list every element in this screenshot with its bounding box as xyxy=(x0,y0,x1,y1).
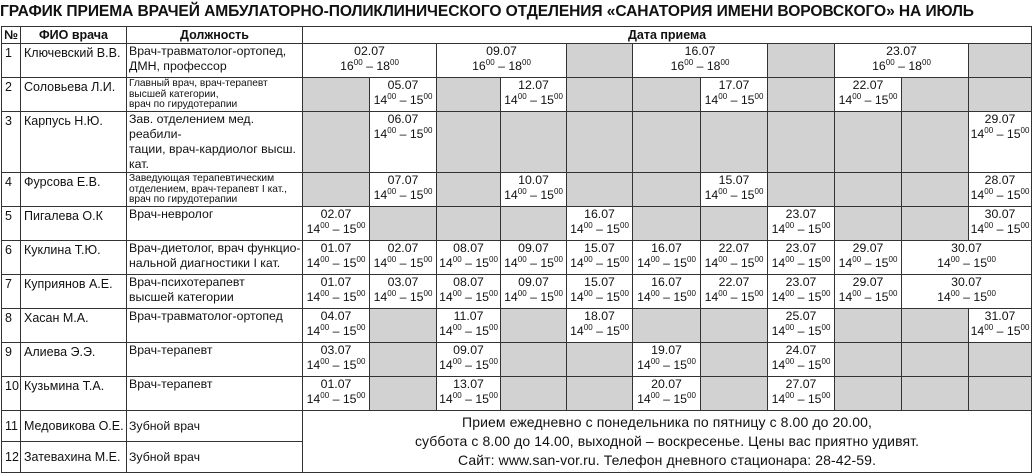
doctor-number: 6 xyxy=(2,241,21,275)
appointment-cell xyxy=(835,241,902,275)
table-row xyxy=(2,173,1032,207)
appointment-time: $14^{00} - 15^{00}$ xyxy=(704,289,764,304)
empty-date-cell xyxy=(701,309,768,343)
position-line: Врач-травматолог-ортопед, xyxy=(129,44,287,58)
appointment-date: 12.07 xyxy=(518,78,549,92)
appointment-time: $14^{00} - 15^{00}$ xyxy=(970,187,1030,202)
doctor-number: 10 xyxy=(2,377,21,411)
appointment-date: 30.07 xyxy=(984,207,1016,221)
table-row xyxy=(2,207,1032,241)
appointment-date: 29.07 xyxy=(852,275,884,289)
doctor-number: 2 xyxy=(2,78,21,112)
position-line: Зав. отделением мед. реабили- xyxy=(129,112,255,141)
empty-date-cell xyxy=(969,377,1032,411)
appointment-time: $14^{00} - 15^{00}$ xyxy=(439,357,498,372)
appointment-time: $14^{00} - 15^{00}$ xyxy=(306,221,366,236)
appointment-cell xyxy=(902,241,1032,275)
table-row xyxy=(2,377,1032,411)
appointment-time: $14^{00} - 15^{00}$ xyxy=(306,323,366,338)
appointment-cell xyxy=(567,275,633,309)
appointment-date: 04.07 xyxy=(320,309,352,323)
appointment-cell xyxy=(567,207,633,241)
position-line: Заведующая терапевтическим xyxy=(129,173,275,184)
appointment-date: 17.07 xyxy=(718,78,750,92)
doctor-number: 7 xyxy=(2,275,21,309)
appointment-cell xyxy=(437,241,501,275)
empty-date-cell xyxy=(701,343,768,377)
doctor-name: Медовикова О.Е. xyxy=(21,411,127,442)
appointment-cell xyxy=(501,275,567,309)
appointment-date: 15.07 xyxy=(718,173,750,187)
doctor-number: 3 xyxy=(2,112,21,173)
appointment-cell xyxy=(303,343,370,377)
appointment-cell xyxy=(902,275,1032,309)
doctor-name: Ключевский В.В. xyxy=(21,44,127,78)
header-num: № xyxy=(2,27,21,44)
appointment-cell xyxy=(768,207,835,241)
appointment-date: 10.07 xyxy=(518,173,549,187)
appointment-time: $14^{00} - 15^{00}$ xyxy=(504,187,563,202)
appointment-time: $14^{00} - 15^{00}$ xyxy=(771,357,831,372)
appointment-cell xyxy=(501,78,567,112)
empty-date-cell xyxy=(835,112,902,173)
empty-date-cell xyxy=(567,44,633,78)
appointment-cell xyxy=(303,377,370,411)
empty-date-cell xyxy=(567,173,633,207)
appointment-cell xyxy=(437,309,501,343)
position-line: врач по гирудотерапии xyxy=(129,99,238,110)
empty-date-cell xyxy=(835,173,902,207)
appointment-time: $16^{00} - 18^{00}$ xyxy=(340,58,399,73)
empty-date-cell xyxy=(902,173,969,207)
empty-date-cell xyxy=(370,207,437,241)
appointment-date: 09.07 xyxy=(453,343,484,357)
appointment-date: 03.07 xyxy=(387,275,419,289)
appointment-date: 19.07 xyxy=(651,343,682,357)
appointment-cell xyxy=(633,377,701,411)
empty-date-cell xyxy=(902,343,969,377)
appointment-time: $14^{00} - 15^{00}$ xyxy=(970,221,1030,236)
appointment-cell xyxy=(835,44,969,78)
empty-date-cell xyxy=(633,309,701,343)
empty-date-cell xyxy=(768,44,835,78)
table-row xyxy=(2,78,1032,112)
appointment-time: $16^{00} - 18^{00}$ xyxy=(872,58,931,73)
appointment-date: 08.07 xyxy=(453,241,484,255)
appointment-date: 23.07 xyxy=(785,207,817,221)
empty-date-cell xyxy=(437,78,501,112)
doctor-position xyxy=(127,309,303,343)
appointment-date: 25.07 xyxy=(785,309,817,323)
empty-date-cell xyxy=(567,343,633,377)
appointment-date: 16.07 xyxy=(584,207,615,221)
appointment-cell xyxy=(303,207,370,241)
table-row xyxy=(2,309,1032,343)
empty-date-cell xyxy=(567,78,633,112)
appointment-time: $14^{00} - 15^{00}$ xyxy=(637,391,696,406)
appointment-cell xyxy=(633,275,701,309)
doctor-position xyxy=(127,275,303,309)
appointment-time: $14^{00} - 15^{00}$ xyxy=(570,289,629,304)
position-line: Врач-невролог xyxy=(129,207,214,221)
empty-date-cell xyxy=(437,112,501,173)
doctor-number: 4 xyxy=(2,173,21,207)
appointment-date: 08.07 xyxy=(453,275,484,289)
appointment-cell xyxy=(501,241,567,275)
appointment-date: 16.07 xyxy=(651,241,682,255)
appointment-time: $14^{00} - 15^{00}$ xyxy=(439,255,498,270)
empty-date-cell xyxy=(303,78,370,112)
appointment-time: $14^{00} - 15^{00}$ xyxy=(439,323,498,338)
appointment-cell xyxy=(701,275,768,309)
empty-date-cell xyxy=(701,112,768,173)
doctor-position xyxy=(127,112,303,173)
position-line: тации, врач-кардиолог высш. кат. xyxy=(129,142,296,171)
position-line: врач по гирудотерапии xyxy=(129,194,238,205)
appointment-time: $14^{00} - 15^{00}$ xyxy=(771,255,831,270)
appointment-time: $14^{00} - 15^{00}$ xyxy=(704,92,764,107)
empty-date-cell xyxy=(902,309,969,343)
appointment-cell xyxy=(768,309,835,343)
empty-date-cell xyxy=(768,112,835,173)
doctor-position: Зубной врач xyxy=(127,411,303,442)
empty-date-cell xyxy=(501,309,567,343)
table-row xyxy=(2,241,1032,275)
appointment-date: 22.07 xyxy=(718,275,750,289)
doctor-name: Куклина Т.Ю. xyxy=(21,241,127,275)
empty-date-cell xyxy=(902,78,969,112)
appointment-date: 02.07 xyxy=(320,207,352,221)
appointment-time: $14^{00} - 15^{00}$ xyxy=(637,255,696,270)
appointment-time: $14^{00} - 15^{00}$ xyxy=(704,255,764,270)
appointment-cell xyxy=(567,241,633,275)
note-line2: суббота с 8.00 до 14.00, выходной – воскресенье. Цены вас приятно удивят. xyxy=(414,433,920,449)
appointment-cell xyxy=(768,275,835,309)
appointment-time: $14^{00} - 15^{00}$ xyxy=(373,187,433,202)
appointment-cell xyxy=(303,275,370,309)
appointment-cell xyxy=(969,173,1032,207)
doctor-name: Хасан М.А. xyxy=(21,309,127,343)
doctor-number: 9 xyxy=(2,343,21,377)
appointment-time: $14^{00} - 15^{00}$ xyxy=(373,92,433,107)
doctor-name: Затевахина М.Е. xyxy=(21,442,127,473)
empty-date-cell xyxy=(701,377,768,411)
position-line: Врач-травматолог-ортопед xyxy=(129,309,283,323)
appointment-cell xyxy=(969,207,1032,241)
appointment-time: $14^{00} - 15^{00}$ xyxy=(439,391,498,406)
doctor-name: Пигалева О.К xyxy=(21,207,127,241)
empty-date-cell xyxy=(835,343,902,377)
appointment-date: 09.07 xyxy=(518,241,549,255)
appointment-cell xyxy=(303,309,370,343)
appointment-time: $14^{00} - 15^{00}$ xyxy=(771,391,831,406)
appointment-time: $14^{00} - 15^{00}$ xyxy=(306,391,366,406)
empty-date-cell xyxy=(768,173,835,207)
empty-date-cell xyxy=(633,112,701,173)
appointment-time: $14^{00} - 15^{00}$ xyxy=(970,126,1030,141)
appointment-date: 16.07 xyxy=(684,44,716,58)
appointment-date: 23.07 xyxy=(785,241,817,255)
appointment-cell xyxy=(370,241,437,275)
doctor-position xyxy=(127,343,303,377)
doctor-position xyxy=(127,44,303,78)
appointment-date: 01.07 xyxy=(320,377,352,391)
empty-date-cell xyxy=(633,78,701,112)
empty-date-cell xyxy=(768,78,835,112)
empty-date-cell xyxy=(370,309,437,343)
appointment-time: $14^{00} - 15^{00}$ xyxy=(637,289,696,304)
appointment-cell xyxy=(501,173,567,207)
appointment-time: $14^{00} - 15^{00}$ xyxy=(570,323,629,338)
appointment-cell xyxy=(370,275,437,309)
appointment-time: $14^{00} - 15^{00}$ xyxy=(970,323,1030,338)
appointment-cell xyxy=(835,78,902,112)
header-position: Должность xyxy=(127,27,303,44)
doctor-name: Фурсова Е.В. xyxy=(21,173,127,207)
table-row xyxy=(2,275,1032,309)
appointment-date: 22.07 xyxy=(852,78,884,92)
empty-date-cell xyxy=(969,78,1032,112)
appointment-time: $14^{00} - 15^{00}$ xyxy=(838,289,898,304)
appointment-time: $14^{00} - 15^{00}$ xyxy=(637,357,696,372)
empty-date-cell xyxy=(370,343,437,377)
appointment-date: 23.07 xyxy=(886,44,917,58)
empty-date-cell xyxy=(501,377,567,411)
doctor-number: 8 xyxy=(2,309,21,343)
appointment-time: $14^{00} - 15^{00}$ xyxy=(504,255,563,270)
appointment-time: $14^{00} - 15^{00}$ xyxy=(771,289,831,304)
appointment-time: $14^{00} - 15^{00}$ xyxy=(306,357,366,372)
appointment-time: $14^{00} - 15^{00}$ xyxy=(838,255,898,270)
table-row xyxy=(2,343,1032,377)
appointment-time: $14^{00} - 15^{00}$ xyxy=(306,289,366,304)
appointment-date: 02.07 xyxy=(387,241,419,255)
table-row xyxy=(2,112,1032,173)
empty-date-cell xyxy=(501,112,567,173)
appointment-cell xyxy=(633,343,701,377)
doctor-position xyxy=(127,377,303,411)
appointment-date: 24.07 xyxy=(785,343,817,357)
empty-date-cell xyxy=(437,173,501,207)
appointment-date: 11.07 xyxy=(453,309,484,323)
position-line: высшей категории xyxy=(129,290,234,304)
doctor-number: 5 xyxy=(2,207,21,241)
empty-date-cell xyxy=(633,207,701,241)
empty-date-cell xyxy=(835,207,902,241)
empty-date-cell xyxy=(501,343,567,377)
empty-date-cell xyxy=(567,112,633,173)
empty-date-cell xyxy=(633,173,701,207)
empty-date-cell xyxy=(969,343,1032,377)
appointment-date: 16.07 xyxy=(651,275,682,289)
appointment-date: 01.07 xyxy=(320,275,352,289)
empty-date-cell xyxy=(835,309,902,343)
doctor-number: 1 xyxy=(2,44,21,78)
appointment-date: 31.07 xyxy=(984,309,1016,323)
doctor-name: Алиева Э.Э. xyxy=(21,343,127,377)
appointment-time: $16^{00} - 18^{00}$ xyxy=(472,58,531,73)
position-line: Врач-терапевт xyxy=(129,343,213,357)
doctor-number: 11 xyxy=(2,411,21,442)
empty-date-cell xyxy=(437,207,501,241)
appointment-cell xyxy=(633,44,768,78)
appointment-date: 27.07 xyxy=(785,377,817,391)
appointment-cell xyxy=(969,309,1032,343)
appointment-time: $14^{00} - 15^{00}$ xyxy=(373,255,433,270)
appointment-cell xyxy=(701,241,768,275)
appointment-time: $14^{00} - 15^{00}$ xyxy=(937,255,996,270)
position-line: отделением, врач-терапевт I кат., xyxy=(129,183,287,195)
appointment-date: 09.07 xyxy=(486,44,517,58)
doctor-name: Куприянов А.Е. xyxy=(21,275,127,309)
appointment-cell xyxy=(835,275,902,309)
appointment-date: 28.07 xyxy=(984,173,1016,187)
header-name: ФИО врача xyxy=(21,27,127,44)
empty-date-cell xyxy=(567,377,633,411)
appointment-time: $16^{00} - 18^{00}$ xyxy=(670,58,730,73)
appointment-time: $14^{00} - 15^{00}$ xyxy=(771,221,831,236)
empty-date-cell xyxy=(902,377,969,411)
appointment-cell xyxy=(969,112,1032,173)
doctor-number: 12 xyxy=(2,442,21,473)
appointment-cell xyxy=(437,44,567,78)
appointment-cell xyxy=(437,343,501,377)
appointment-cell xyxy=(701,78,768,112)
appointment-cell xyxy=(370,173,437,207)
empty-date-cell xyxy=(835,377,902,411)
appointment-time: $14^{00} - 15^{00}$ xyxy=(771,323,831,338)
doctor-name: Карпусь Н.Ю. xyxy=(21,112,127,173)
position-line: Врач-психотерапевт xyxy=(129,275,245,289)
position-line: ДМН, профессор xyxy=(129,59,227,73)
position-line: нальной диагностики I кат. xyxy=(129,256,281,270)
appointment-time: $14^{00} - 15^{00}$ xyxy=(570,221,629,236)
appointment-date: 06.07 xyxy=(387,112,419,126)
appointment-cell xyxy=(303,241,370,275)
appointment-cell xyxy=(303,44,437,78)
empty-date-cell xyxy=(902,112,969,173)
empty-date-cell xyxy=(902,207,969,241)
doctor-name: Кузьмина Т.А. xyxy=(21,377,127,411)
schedule-title: ГРАФИК ПРИЕМА ВРАЧЕЙ АМБУЛАТОРНО-ПОЛИКЛИНИЧЕСКОГО ОТДЕЛЕНИЯ «САНАТОРИЯ ИМЕНИ ВОРОВСКОГО» НА ИЮЛЬ xyxy=(0,3,974,20)
appointment-date: 30.07 xyxy=(951,241,982,255)
appointment-date: 07.07 xyxy=(387,173,419,187)
appointment-time: $14^{00} - 15^{00}$ xyxy=(306,255,366,270)
appointment-time: $14^{00} - 15^{00}$ xyxy=(504,92,563,107)
appointment-date: 01.07 xyxy=(320,241,352,255)
appointment-cell xyxy=(633,241,701,275)
position-line: Врач-диетолог, врач функцио- xyxy=(129,241,301,255)
appointment-cell xyxy=(768,377,835,411)
appointment-date: 09.07 xyxy=(518,275,549,289)
table-row xyxy=(2,44,1032,78)
appointment-date: 15.07 xyxy=(584,275,615,289)
appointment-cell xyxy=(768,241,835,275)
appointment-date: 03.07 xyxy=(320,343,352,357)
empty-date-cell xyxy=(701,207,768,241)
appointment-time: $14^{00} - 15^{00}$ xyxy=(937,289,996,304)
appointment-date: 29.07 xyxy=(852,241,884,255)
appointment-cell xyxy=(437,377,501,411)
appointment-time: $14^{00} - 15^{00}$ xyxy=(838,92,898,107)
appointment-date: 29.07 xyxy=(984,112,1016,126)
doctor-name: Соловьева Л.И. xyxy=(21,78,127,112)
appointment-cell xyxy=(701,173,768,207)
appointment-time: $14^{00} - 15^{00}$ xyxy=(439,289,498,304)
doctor-position xyxy=(127,78,303,112)
position-line: Главный врач, врач-терапевт xyxy=(129,78,268,89)
empty-date-cell xyxy=(501,207,567,241)
appointment-time: $14^{00} - 15^{00}$ xyxy=(373,289,433,304)
appointment-date: 30.07 xyxy=(951,275,982,289)
appointment-date: 05.07 xyxy=(387,78,419,92)
appointment-time: $14^{00} - 15^{00}$ xyxy=(704,187,764,202)
header-dates: Дата приема xyxy=(303,27,1032,44)
appointment-cell xyxy=(768,343,835,377)
doctor-position xyxy=(127,173,303,207)
appointment-date: 13.07 xyxy=(453,377,484,391)
appointment-date: 15.07 xyxy=(584,241,615,255)
note-line1: Прием ежедневно с понедельника по пятницу с 8.00 до 20.00, xyxy=(462,414,872,430)
appointment-cell xyxy=(370,112,437,173)
appointment-date: 22.07 xyxy=(718,241,750,255)
empty-date-cell xyxy=(370,377,437,411)
position-line: Врач-терапевт xyxy=(129,377,213,391)
position-line: высшей категории, xyxy=(129,88,219,100)
schedule-table xyxy=(1,26,1032,473)
empty-date-cell xyxy=(303,173,370,207)
appointment-cell xyxy=(437,275,501,309)
appointment-date: 18.07 xyxy=(584,309,615,323)
empty-date-cell xyxy=(969,44,1032,78)
appointment-date: 20.07 xyxy=(651,377,682,391)
doctor-position: Зубной врач xyxy=(127,442,303,473)
appointment-date: 02.07 xyxy=(354,44,385,58)
appointment-date: 23.07 xyxy=(785,275,817,289)
appointment-time: $14^{00} - 15^{00}$ xyxy=(570,255,629,270)
note-line3: Сайт: www.san-vor.ru. Телефон дневного стационара: 28-42-59. xyxy=(457,452,877,468)
appointment-time: $14^{00} - 15^{00}$ xyxy=(373,126,433,141)
appointment-cell xyxy=(567,309,633,343)
info-note xyxy=(303,411,1032,473)
doctor-position xyxy=(127,207,303,241)
table-row xyxy=(2,411,1032,442)
empty-date-cell xyxy=(303,112,370,173)
appointment-time: $14^{00} - 15^{00}$ xyxy=(504,289,563,304)
doctor-position xyxy=(127,241,303,275)
appointment-cell xyxy=(370,78,437,112)
